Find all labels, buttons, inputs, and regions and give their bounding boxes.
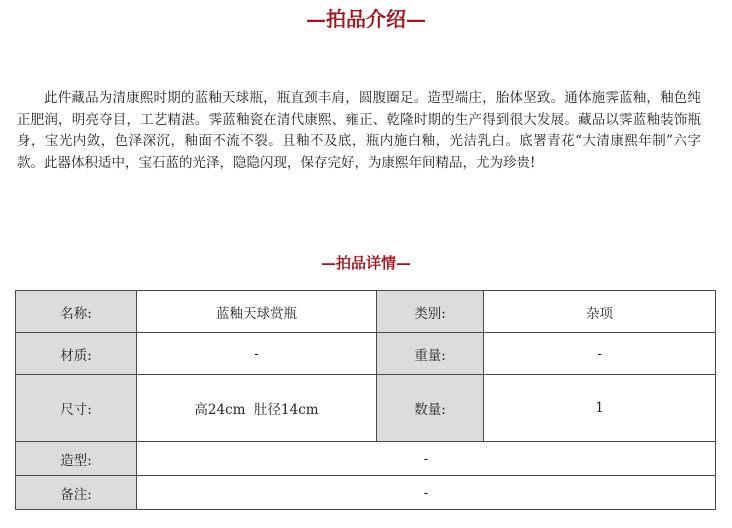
size-value: 高24cm 肚径14cm (137, 375, 377, 442)
remark-label: 备注: (16, 476, 137, 510)
size-label: 尺寸: (16, 375, 137, 442)
remark-value: - (137, 476, 716, 510)
weight-value: - (484, 333, 716, 375)
name-label: 名称: (16, 291, 137, 333)
quantity-label: 数量: (377, 375, 484, 442)
lot-details-heading: —拍品详情— (320, 254, 411, 272)
material-value: - (137, 333, 377, 375)
category-label: 类别: (377, 291, 484, 333)
quantity-value: 1 (484, 375, 716, 442)
material-label: 材质: (16, 333, 137, 375)
category-value: 杂项 (484, 291, 716, 333)
table-row (16, 442, 716, 476)
table-row (16, 291, 716, 333)
lot-description: 此件藏品为清康熙时期的蓝釉天球瓶，瓶直颈丰肩，圆腹圈足。造型端庄，胎体坚致。通体施霁蓝釉，釉色纯正肥润，明亮夺目，工艺精湛。霁蓝釉瓷在清代康熙、雍正、乾隆时期的生产得到很大发展。藏品以霁蓝釉装饰瓶身，宝光内敛，色泽深沉，釉面不流不裂。且釉不及底，瓶内施白釉，光洁乳白。底署青花“大清康熙年制”六字款。此器体积适中，宝石蓝的光泽，隐隐闪现，保存完好，为康熙年间精品，尤为珍贵! (17, 90, 701, 171)
lot-intro-heading: —拍品介绍— (306, 7, 426, 31)
weight-label: 重量: (377, 333, 484, 375)
shape-value: - (137, 442, 716, 476)
table-row (16, 333, 716, 375)
name-value: 蓝釉天球赏瓶 (137, 291, 377, 333)
table-row (16, 476, 716, 510)
table-row (16, 375, 716, 442)
shape-label: 造型: (16, 442, 137, 476)
lot-details-table (15, 290, 716, 510)
